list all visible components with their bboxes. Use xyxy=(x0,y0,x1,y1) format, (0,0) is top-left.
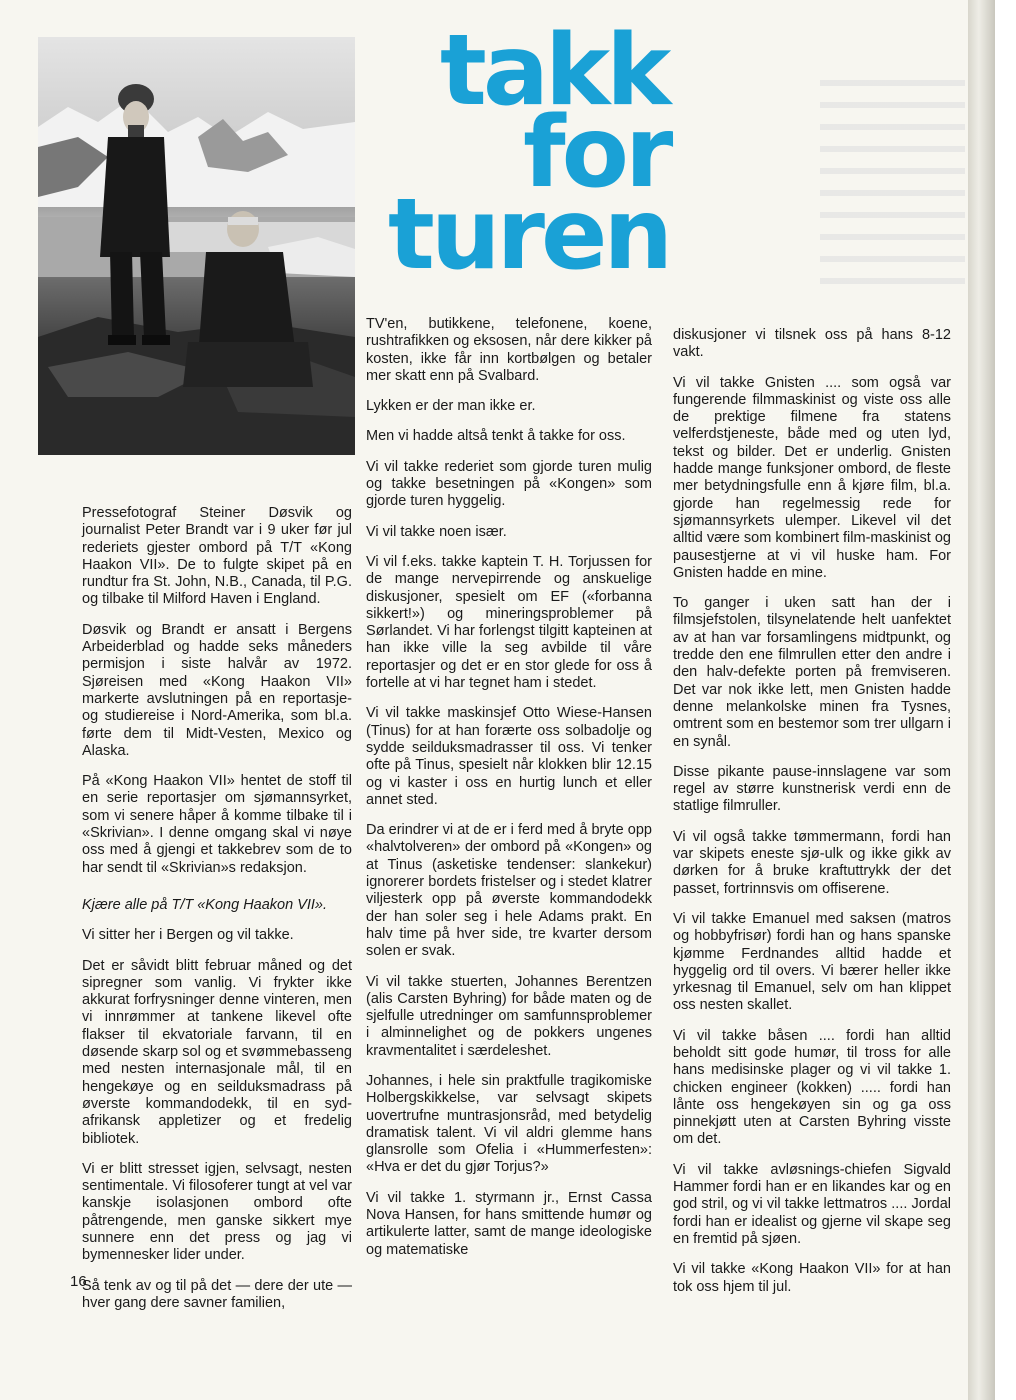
photo-illustration xyxy=(38,37,355,455)
body-paragraph: TV'en, butikkene, telefonene, koene, rushtrafikken og eksosen, når dere kikker på kosten, ikke får inn kortbølgen og betaler mer skatt enn på Svalbard. xyxy=(366,316,652,384)
page-number: 16 xyxy=(70,1273,87,1290)
body-paragraph: Vi vil takke avløsnings-chiefen Sigvald Hammer fordi han er en likandes kar og en god stril, og vi vil takke lettmatros .... Jordal fordi han er idealist og gjerne vil skape seg en fremtid på sjøen. xyxy=(673,1161,951,1247)
page-edge xyxy=(968,0,995,1400)
body-paragraph: Lykken er der man ikke er. xyxy=(366,398,536,415)
article-title xyxy=(388,14,670,292)
body-paragraph: Vi vil også takke tømmermann, fordi han var skipets eneste sjø-ulk og ikke gikk av dørken for å bruke kraftuttrykk der det passet, fortrinnsvis om offiserene. xyxy=(673,828,951,897)
intro-paragraph: Døsvik og Brandt er ansatt i Bergens Arbeiderblad og hadde seks måneders permisjon i siste halvår av 1972. Sjøreisen med «Kong Haakon VII» markerte avslutningen på en reportasje- og studiereise i Nord-Amerika, som bl.a. førte dem til Midt-Vesten, Mexico og Alaska. xyxy=(82,621,352,759)
body-paragraph: Vi er blitt stresset igjen, selvsagt, nesten sentimentale. Vi filosoferer tungt at vel var kanskje isolasjonen ombord ofte påtrengende, men ganske sikkert mye sunnere enn det press og jag vi bymennesker lider under. xyxy=(82,1160,352,1264)
letter-salutation: Kjære alle på T/T «Kong Haakon VII». xyxy=(82,896,328,913)
body-paragraph: Da erindrer vi at de er i ferd med å bryte opp «halvtolveren» der ombord på «Kongen» og at Tinus (asketiske tendenser: slankekur) ignorerer bordets fristelser og i stedet klatrer viljesterk opp på øverste kommandodekk der han soler seg i hele Adams prakt. En halv time på hver side, tre kvarter dersom solen er svak. xyxy=(366,822,652,960)
body-paragraph: Vi vil takke rederiet som gjorde turen mulig og takke besetningen på «Kongen» som gjorde turen hyggelig. xyxy=(366,458,652,510)
column-right xyxy=(673,327,951,1309)
body-paragraph: Vi vil takke stuerten, Johannes Berentzen (alis Carsten Byhring) for både maten og de sjelfulle utredninger om samfunnsproblemer i alminnelighet og de pokkers ungenes kravmentalitet i særdeleshet. xyxy=(366,973,652,1059)
column-middle xyxy=(366,316,652,1272)
body-paragraph: Vi sitter her i Bergen og vil takke. xyxy=(82,927,294,944)
body-paragraph: To ganger i uken satt han der i filmsjefstolen, tilsynelatende helt uanfektet av at han var forsamlingens midtpunkt, og tredde den ene filmrullen etter den andre i den halv-defekte porten på fremviseren. Det var nok ikke lett, men Gnisten hadde denne melankolske minen fra Tysnes, omtrent som en bestemor som trer ullgarn i en synål. xyxy=(673,595,951,750)
body-paragraph: Det er såvidt blitt februar måned og det sipregner som vanlig. Vi frykter ikke akkurat forfrysninger denne vinteren, men vi innrømmer at tankene likevel ofte flakser til ekvatoriale farvann, til en døsende skarp sol og et svømmebasseng med nesten internasjonale mål, til en hengekøye og en seilduksmadrass på øverste kommandodekk, til en syd-afrikansk appletizer og et fredelig bibliotek. xyxy=(82,957,352,1147)
title-line-3: turen xyxy=(388,178,670,292)
bleed-through xyxy=(820,80,965,300)
intro-paragraph: Pressefotograf Steiner Døsvik og journalist Peter Brandt var i 9 uker før jul rederiets gjester ombord på T/T «Kong Haakon VII». De to fulgte skipet på en rundtur fra St. John, N.B., Canada, til P.G. og tilbake til Milford Haven i England. xyxy=(82,505,352,608)
column-left xyxy=(82,505,352,1325)
body-paragraph: Disse pikante pause-innslagene var som regel av større kunstnerisk verdi enn de statlige filmruller. xyxy=(673,763,951,815)
body-paragraph: Vi vil takke Gnisten .... som også var fungerende filmmaskinist og viste oss alle de prektige filmene fra statens velferdstjeneste, både med og uten lyd, tekst og bilder. Det er underlig. Gnisten hadde mange funksjoner ombord, de fleste mer betydningsfulle enn å kjøre film, bl.a. gjorde han regelmessig rede for sjømannsyrkets ulemper. Likevel vil det alltid være som kombinert film-maskinist og pausestjerne at vi vil huske ham. For Gnisten hadde en mine. xyxy=(673,374,951,581)
body-paragraph: Vi vil f.eks. takke kaptein T. H. Torjussen for de mange nervepirrende og anskuelige diskusjoner, spesielt om EF («forbanna sikkert!») og mineringsproblemer på Sørlandet. Vi har forlengst tilgitt kapteinen at han ikke ville la seg avbilde til våre reportasjer og det er en stor glede for oss å fortelle at vi har tegnet ham i stedet. xyxy=(366,553,652,692)
title-line-2: for xyxy=(523,96,670,210)
body-paragraph: Så tenk av og til på det — dere der ute — hver gang dere savner familien, xyxy=(82,1277,352,1311)
body-paragraph: diskusjoner vi tilsnek oss på hans 8-12 vakt. xyxy=(673,327,951,361)
body-paragraph: Vi vil takke maskinsjef Otto Wiese-Hansen (Tinus) for at han forærte oss solbadolje og sydde seilduksmadrasser til oss. Vi tenker ofte på Tinus, spesielt når klokken blir 12.15 og vi kaster i oss en hurtig lunch et eller annet sted. xyxy=(366,705,652,808)
body-paragraph: Vi vil takke 1. styrmann jr., Ernst Cassa Nova Hansen, for hans smittende humør og artikulerte latter, samt de mange ideologiske og matematiske xyxy=(366,1189,652,1258)
body-paragraph: Johannes, i hele sin praktfulle tragikomiske Holbergskikkelse, var selvsagt skipets uovertrufne muntrasjonsråd, med betydelig dramatisk talent. Vi vil aldri glemme hans glansrolle som Ofelia i «Hummerfesten»: «Hva er det du gjør Torjus?» xyxy=(366,1072,652,1176)
body-paragraph: Men vi hadde altså tenkt å takke for oss. xyxy=(366,428,626,445)
body-paragraph: Vi vil takke «Kong Haakon VII» for at han tok oss hjem til jul. xyxy=(673,1261,951,1295)
intro-paragraph: På «Kong Haakon VII» hentet de stoff til en serie reportasjer om sjømannsyrket, som vi senere håper å komme tilbake til i «Skrivian». I denne omgang skal vi nøye oss med å gjengi et takkebrev som de to har sendt til «Skrivian»s redaksjon. xyxy=(82,773,352,876)
body-paragraph: Vi vil takke båsen .... fordi han alltid beholdt sitt gode humør, til tross for alle hans medisinske plager og vi vil takke 1. chicken engineer (kokken) ..... fordi han lånte oss hengekøyen sin og ga oss pinnekjøtt uten at Carsten Byhring visste om det. xyxy=(673,1027,951,1148)
body-paragraph: Vi vil takke noen især. xyxy=(366,523,507,540)
title-line-1: takk xyxy=(440,14,668,128)
body-paragraph: Vi vil takke Emanuel med saksen (matros og hobbyfrisør) fordi han og hans spanske kjømme Ferdnandes alltid hadde et hyggelig ord til overs. Vi bærer heller ikke yrkesnag til Emanuel, selv om han klippet oss nesten skallet. xyxy=(673,910,951,1014)
photo-two-men-arctic xyxy=(38,37,355,455)
